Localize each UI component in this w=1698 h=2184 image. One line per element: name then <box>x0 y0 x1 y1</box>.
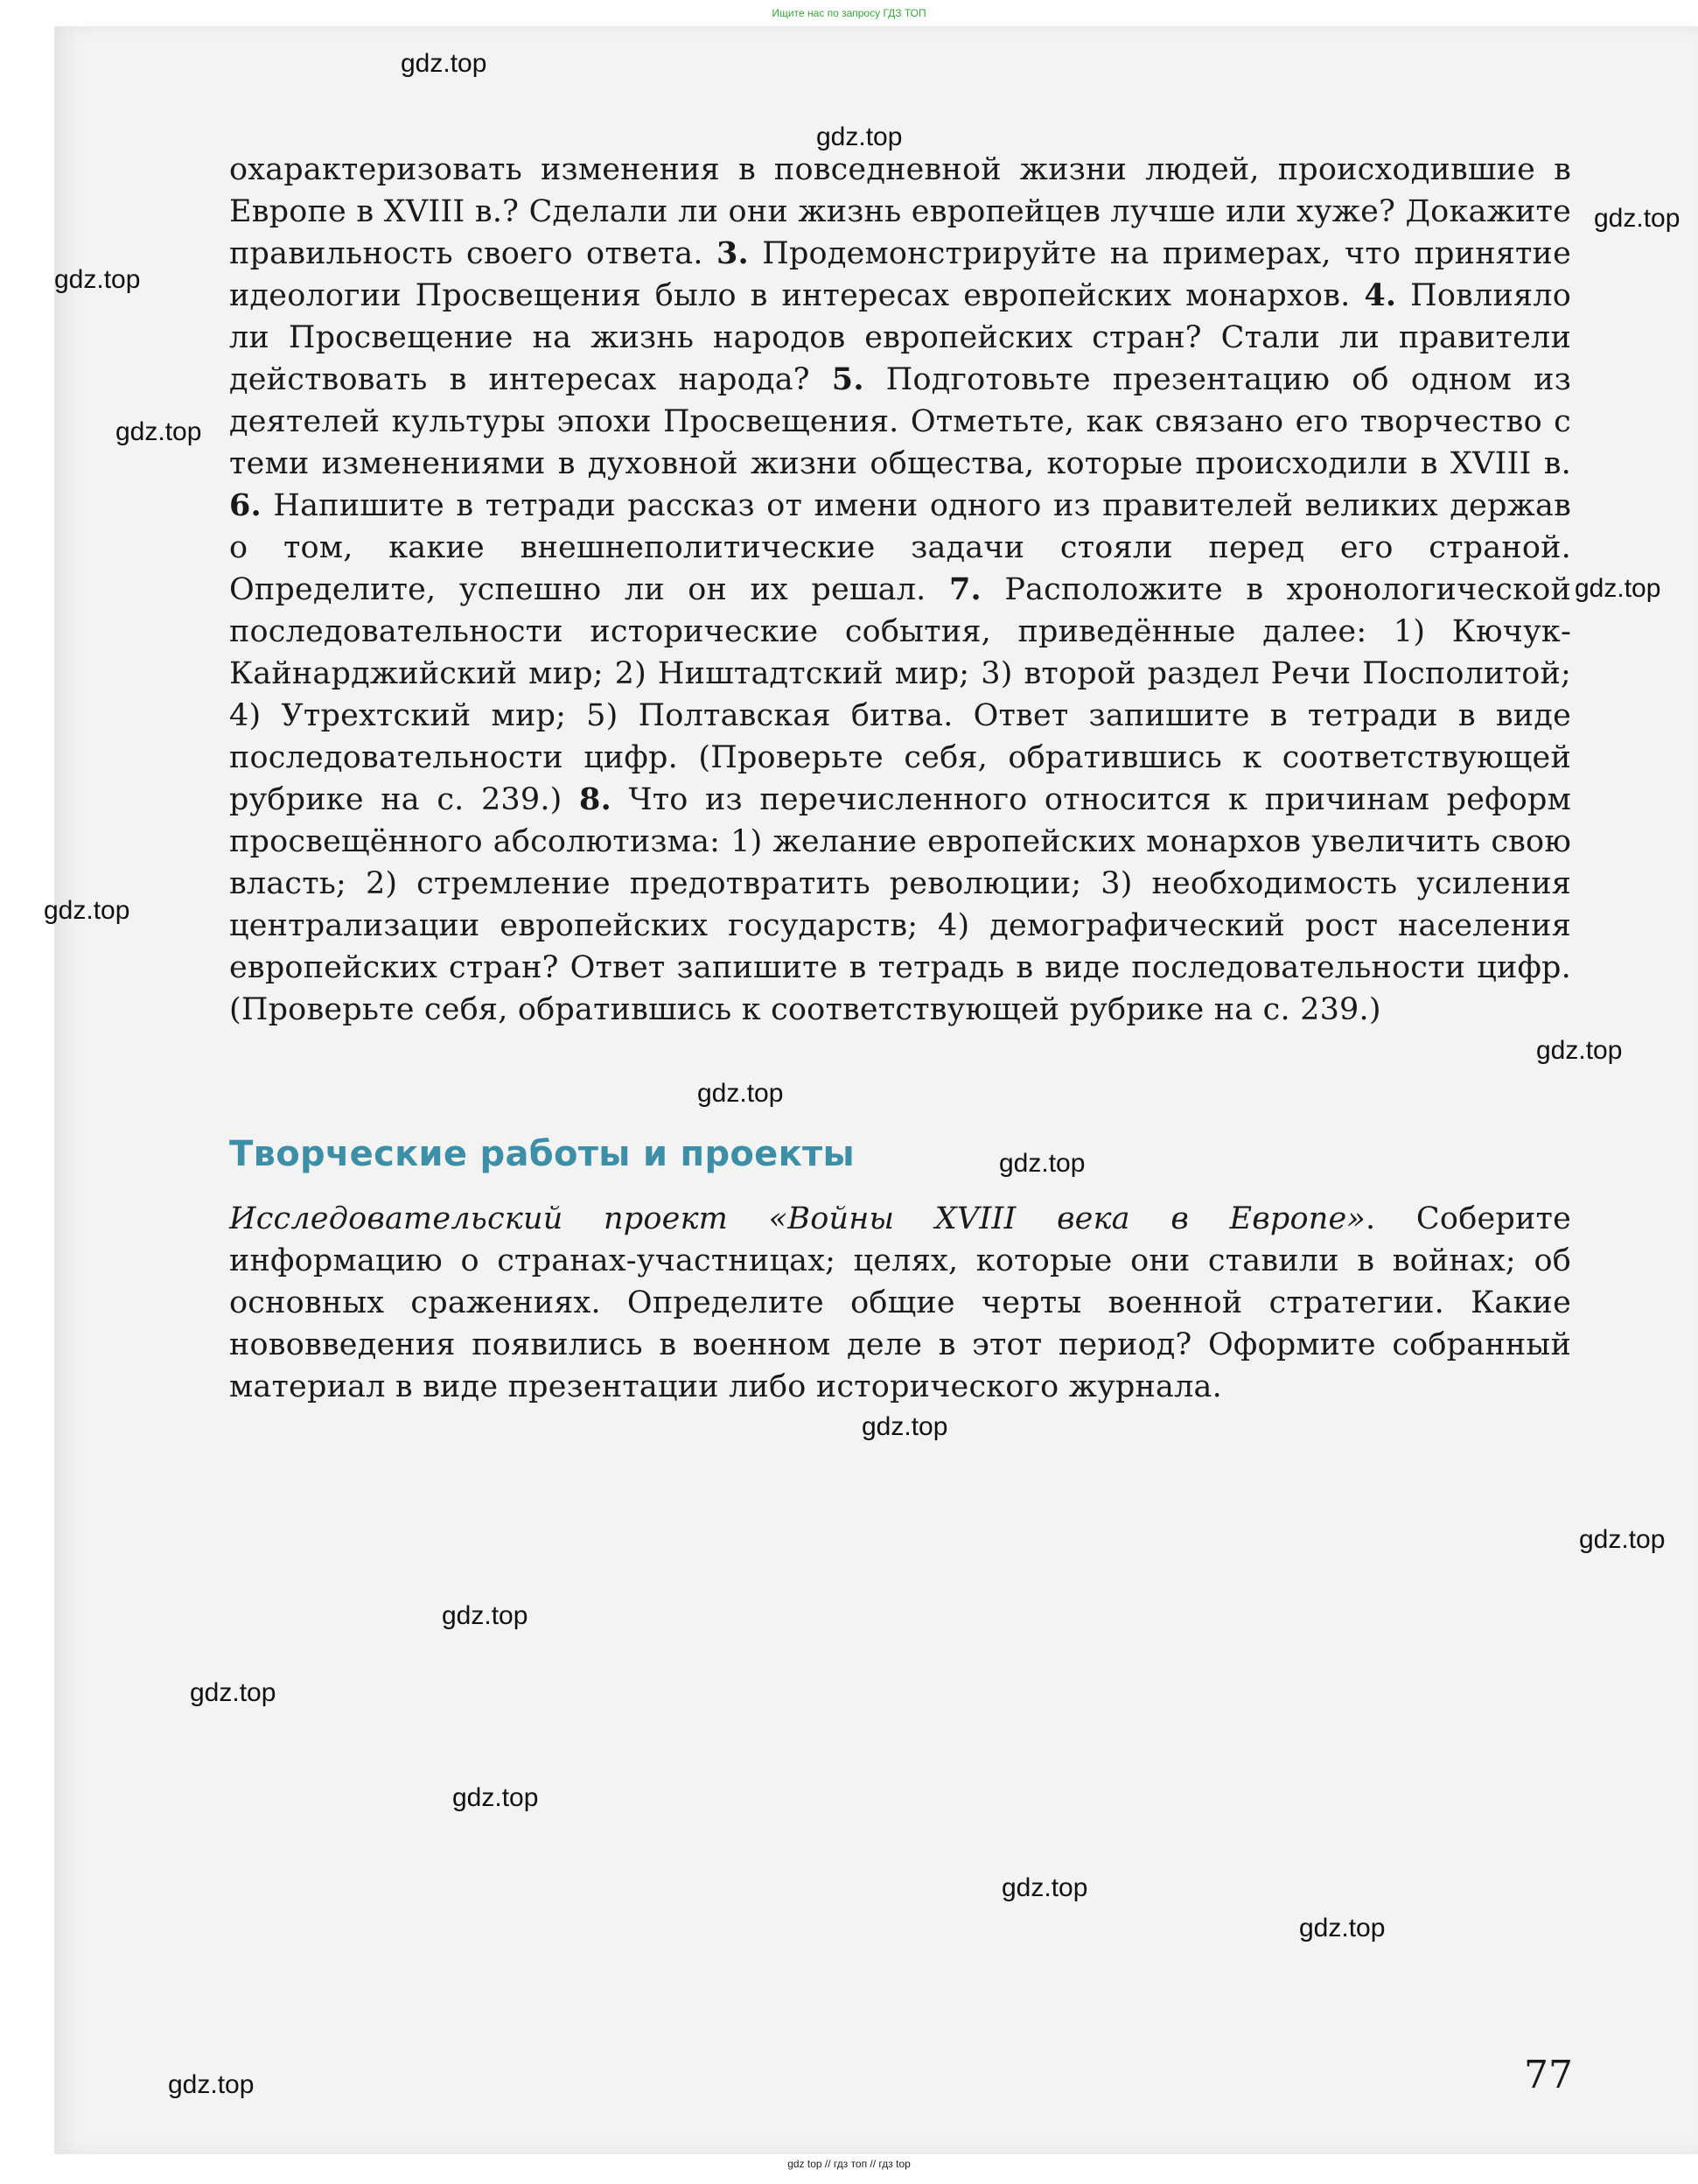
exercise-2-text: охарактеризовать изменения в повседневной жизни людей, происходившие в Европе в XVIII в.? Сделали ли они жизнь европейцев лучше или хуже? Докажите правильность своего ответа. <box>229 152 1571 271</box>
exercise-6-text: Напишите в тетради рассказ от имени одного из правителей великих держав о том, какие внешнеполитические задачи стояли перед его страной. Определите, успешно ли он их решал. <box>229 488 1571 607</box>
exercise-5-text: Подготовьте презентацию об одном из деятелей культуры эпохи Просвещения. Отметьте, как связано его творчество с теми изменениями в духовной жизни общества, которые происходили в XVIII в. <box>229 362 1571 481</box>
watermark: gdz.top <box>115 417 202 446</box>
exercise-3-number: 3. <box>716 235 749 271</box>
watermark: gdz.top <box>697 1079 784 1108</box>
watermark: gdz.top <box>190 1678 276 1707</box>
watermark: gdz.top <box>401 49 487 78</box>
watermark: gdz.top <box>1536 1036 1623 1065</box>
watermark: gdz.top <box>1575 574 1661 603</box>
exercise-6-number: 6. <box>229 487 262 523</box>
footer-banner[interactable]: gdz top // гдз топ // гдз top <box>787 2158 911 2170</box>
header-banner[interactable]: Ищите нас по запросу ГДЗ ТОП <box>772 7 926 19</box>
page-number: 77 <box>1524 2053 1573 2097</box>
exercise-7-text: Расположите в хронологической последовательности исторические события, приведённые далее: 1) Кючук-Кайнарджийский мир; 2) Ништадтский мир; 3) второй раздел Речи Посполитой; 4) Утрехтский мир; 5) Полтавская битва. Ответ запишите в тетради в виде последовательности цифр. (Проверьте себя, обратившись к соответствующей рубрике на с. 239.) <box>229 572 1571 817</box>
exercises-text <box>229 149 1571 1031</box>
project-description: . Соберите информацию о странах-участницах; целях, которые они ставили в войнах; об основных сражениях. Определите общие черты военной стратегии. Какие нововведения появились в военном деле в этот период? Оформите собранный материал в виде презентации либо исторического журнала. <box>229 1201 1571 1404</box>
watermark: gdz.top <box>1594 204 1681 233</box>
project-title: Исследовательский проект «Войны XVIII века в Европе» <box>229 1201 1366 1236</box>
watermark: gdz.top <box>1002 1873 1088 1902</box>
watermark: gdz.top <box>54 265 141 294</box>
watermark: gdz.top <box>44 896 130 925</box>
exercise-4-text: Повлияло ли Просвещение на жизнь народов европейских стран? Стали ли правители действовать в интересах народа? <box>229 278 1571 397</box>
watermark: gdz.top <box>168 2070 255 2099</box>
exercise-4-number: 4. <box>1364 277 1397 313</box>
watermark: gdz.top <box>442 1601 528 1630</box>
watermark: gdz.top <box>452 1783 539 1812</box>
watermark: gdz.top <box>1579 1525 1666 1554</box>
watermark: gdz.top <box>999 1149 1086 1178</box>
exercise-3-text: Продемонстрируйте на примерах, что принятие идеологии Просвещения было в интересах европейских монархов. <box>229 236 1571 313</box>
exercise-8-number: 8. <box>579 781 611 817</box>
watermark: gdz.top <box>816 122 903 151</box>
watermark: gdz.top <box>1299 1914 1386 1942</box>
exercise-7-number: 7. <box>948 571 982 607</box>
exercise-5-number: 5. <box>831 361 864 397</box>
section-heading: Творческие работы и проекты <box>229 1134 855 1174</box>
project-text <box>229 1198 1571 1408</box>
exercise-8-text: Что из перечисленного относится к причинам реформ просвещённого абсолютизма: 1) желание европейских монархов увеличить свою власть; 2) стремление предотвратить революции; 3) необходимость усиления централизации европейских государств; 4) демографический рост населения европейских стран? Ответ запишите в тетрадь в виде последовательности цифр. (Проверьте себя, обратившись к соответствующей рубрике на с. 239.) <box>229 782 1572 1027</box>
watermark: gdz.top <box>862 1412 948 1441</box>
